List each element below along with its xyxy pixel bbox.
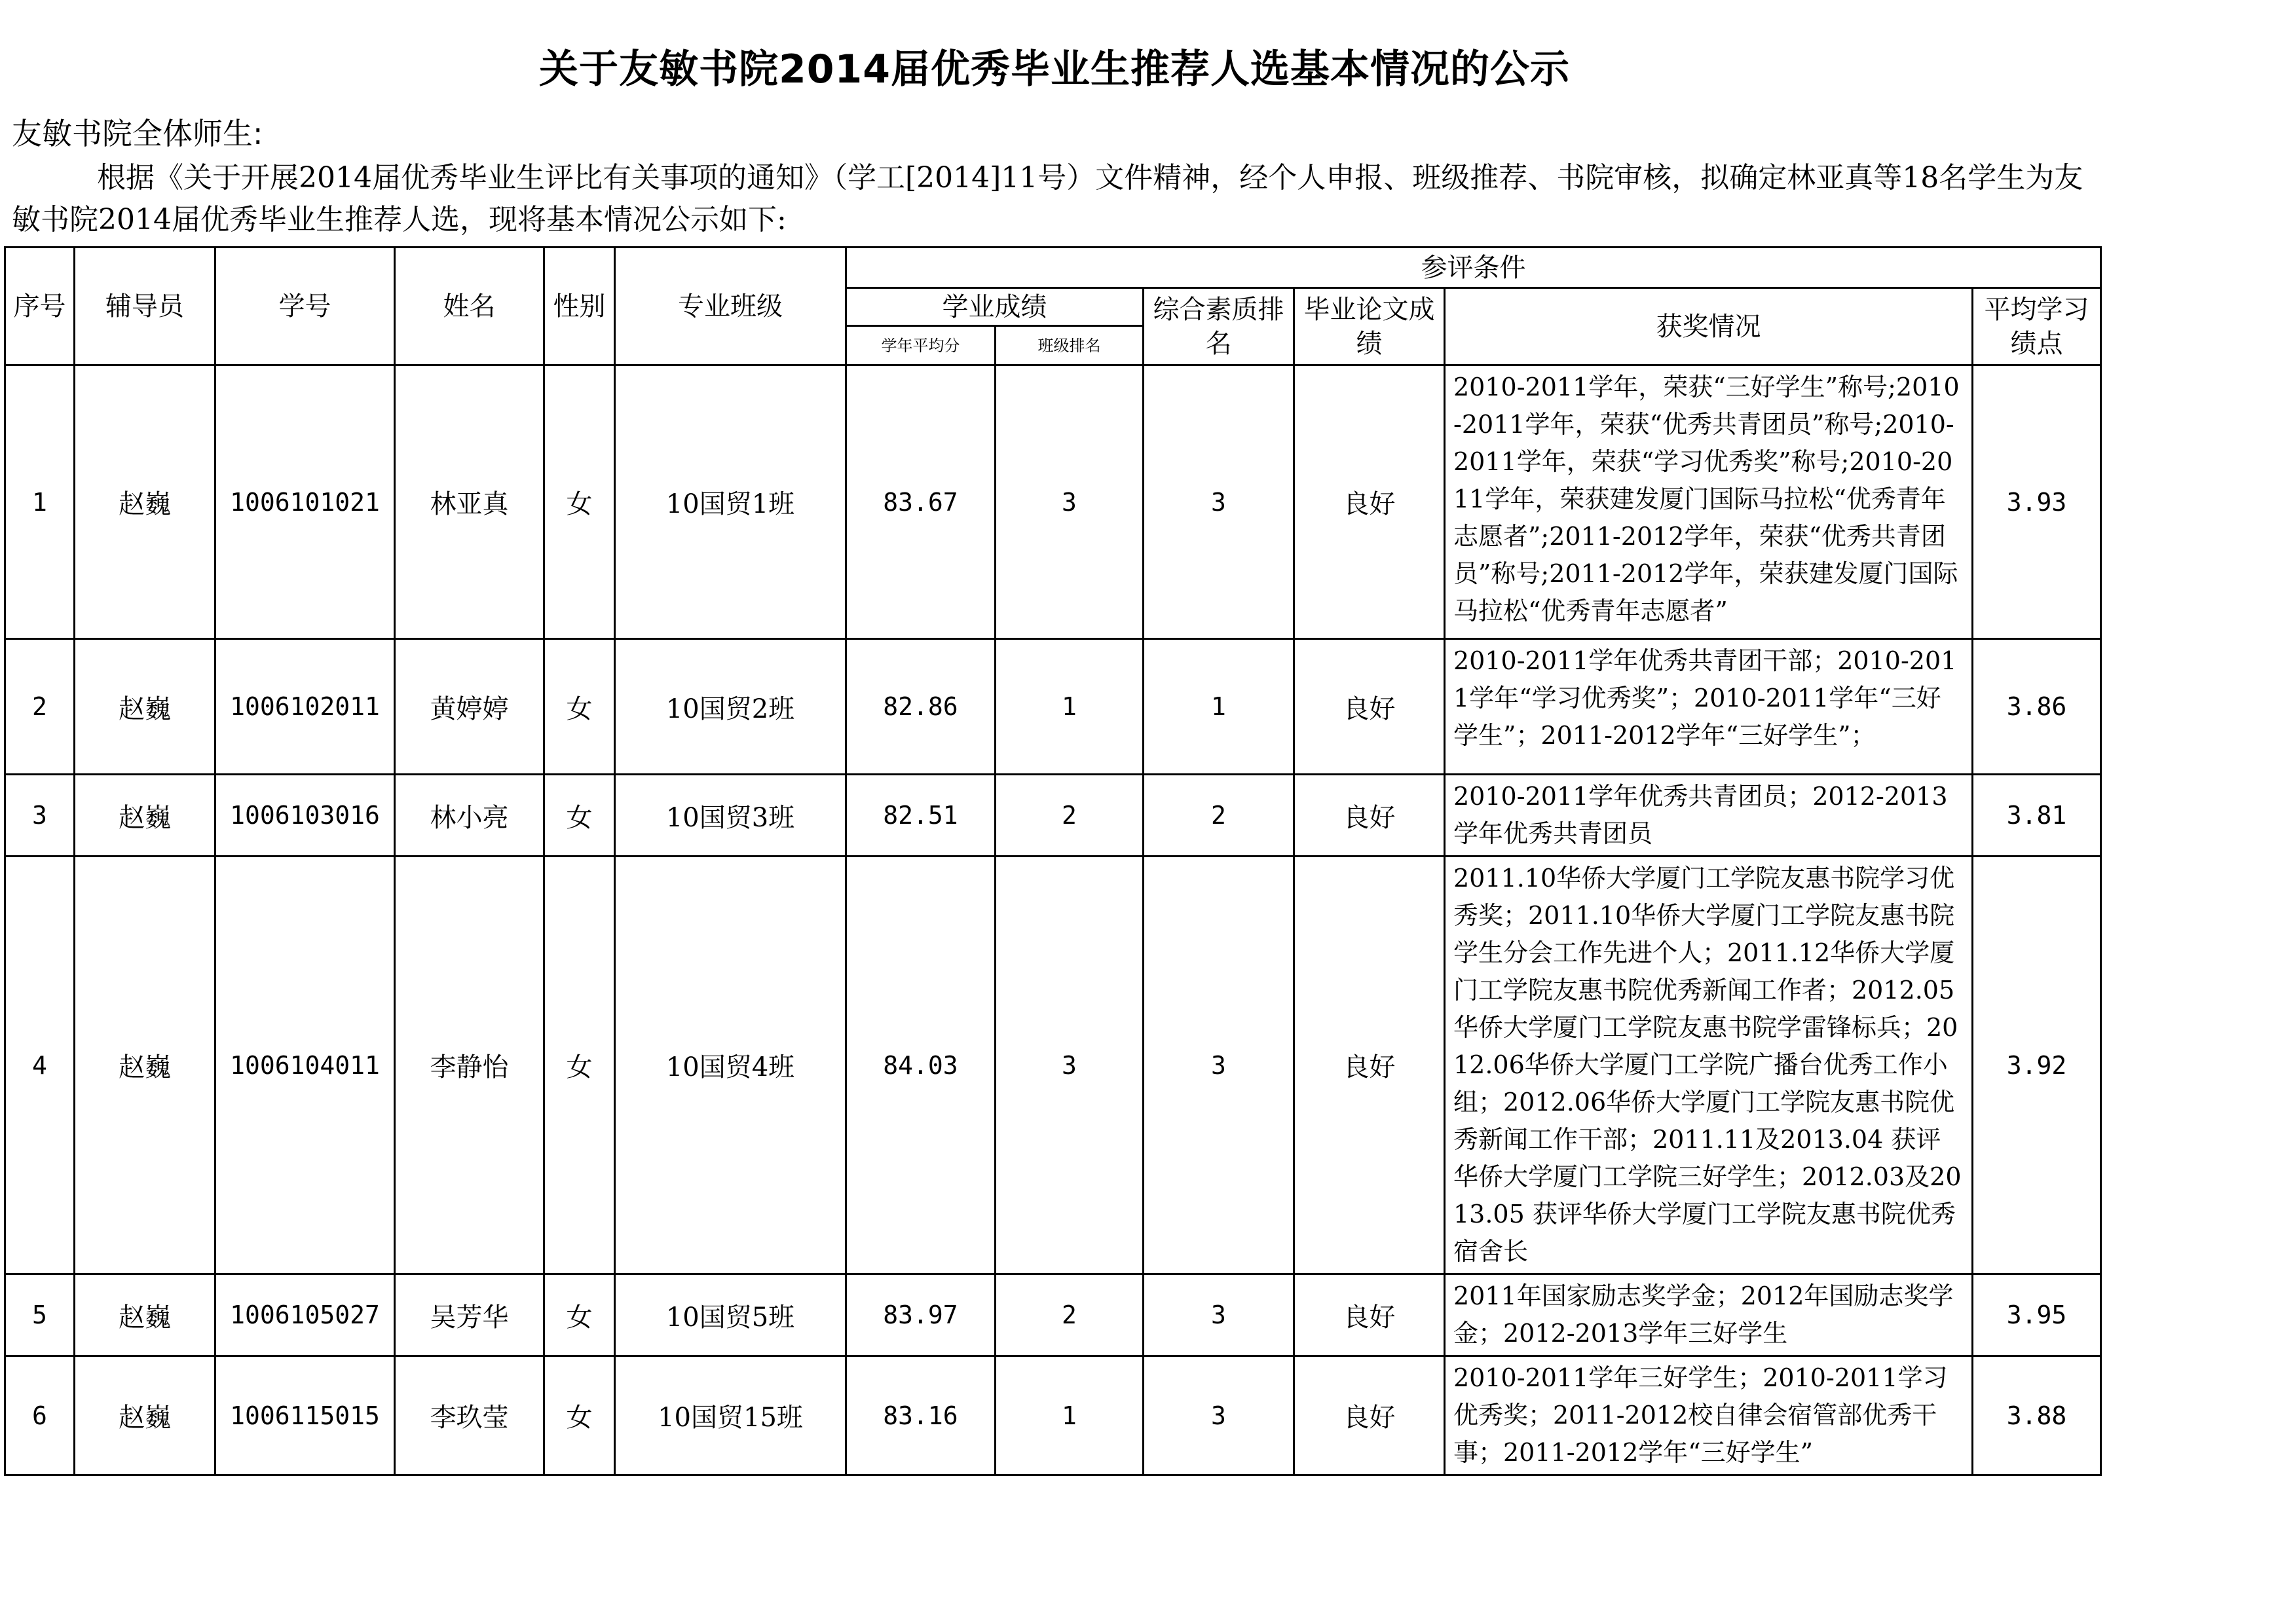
cell-thesis: 良好 <box>1294 775 1445 857</box>
intro-paragraph: 根据《关于开展2014届优秀毕业生评比有关事项的通知》（学工[2014]11号）文件精神，经个人申报、班级推荐、书院审核，拟确定林亚真等18名学生为友敏书院2014届优秀毕业生推荐人选，现将基本情况公示如下: <box>12 161 2083 236</box>
cell-student-id: 1006105027 <box>215 1274 395 1356</box>
cell-counselor: 赵巍 <box>75 775 215 857</box>
cell-gender: 女 <box>544 1356 615 1475</box>
header-quality-rank: 综合素质排名 <box>1144 288 1294 365</box>
cell-quality-rank: 1 <box>1144 639 1294 775</box>
cell-seq: 2 <box>5 639 75 775</box>
cell-thesis: 良好 <box>1294 639 1445 775</box>
header-thesis: 毕业论文成绩 <box>1294 288 1445 365</box>
cell-name: 吴芳华 <box>395 1274 544 1356</box>
cell-class-rank: 1 <box>996 639 1144 775</box>
cell-class-rank: 3 <box>996 365 1144 639</box>
header-class-rank: 班级排名 <box>996 326 1144 365</box>
cell-student-id: 1006103016 <box>215 775 395 857</box>
cell-awards: 2011.10华侨大学厦门工学院友惠书院学习优秀奖；2011.10华侨大学厦门工学院友惠书院学生分会工作先进个人；2011.12华侨大学厦门工学院友惠书院优秀新闻工作者；2012.05华侨大学厦门工学院友惠书院学雷锋标兵；2012.06华侨大学厦门工学院广播台优秀工作小组；2012.06华侨大学厦门工学院友惠书院优秀新闻工作干部；2011.11及2013.04 获评华侨大学厦门工学院三好学生；2012.03及2013.05 获评华侨大学厦门工学院友惠书院优秀宿舍长 <box>1445 857 1973 1274</box>
candidates-table <box>4 246 2102 1476</box>
header-academic: 学业成绩 <box>846 288 1144 326</box>
header-awards: 获奖情况 <box>1445 288 1973 365</box>
cell-awards: 2011年国家励志奖学金；2012年国励志奖学金；2012-2013学年三好学生 <box>1445 1274 1973 1356</box>
header-major-class: 专业班级 <box>615 248 846 365</box>
cell-gender: 女 <box>544 365 615 639</box>
cell-seq: 4 <box>5 857 75 1274</box>
cell-gpa: 3.86 <box>1973 639 2101 775</box>
table-row <box>5 775 2101 857</box>
header-student-id: 学号 <box>215 248 395 365</box>
cell-gender: 女 <box>544 775 615 857</box>
cell-seq: 1 <box>5 365 75 639</box>
table-row <box>5 639 2101 775</box>
cell-student-id: 1006104011 <box>215 857 395 1274</box>
header-name: 姓名 <box>395 248 544 365</box>
cell-quality-rank: 3 <box>1144 857 1294 1274</box>
cell-seq: 3 <box>5 775 75 857</box>
page-title: 关于友敏书院2014届优秀毕业生推荐人选基本情况的公示 <box>539 46 1570 92</box>
cell-quality-rank: 3 <box>1144 365 1294 639</box>
cell-avg-score: 83.67 <box>846 365 996 639</box>
cell-major-class: 10国贸3班 <box>615 775 846 857</box>
cell-gpa: 3.81 <box>1973 775 2101 857</box>
cell-class-rank: 1 <box>996 1356 1144 1475</box>
cell-quality-rank: 3 <box>1144 1274 1294 1356</box>
cell-name: 李玖莹 <box>395 1356 544 1475</box>
cell-thesis: 良好 <box>1294 1274 1445 1356</box>
cell-counselor: 赵巍 <box>75 857 215 1274</box>
cell-counselor: 赵巍 <box>75 1356 215 1475</box>
cell-counselor: 赵巍 <box>75 1274 215 1356</box>
cell-major-class: 10国贸2班 <box>615 639 846 775</box>
cell-class-rank: 2 <box>996 1274 1144 1356</box>
cell-avg-score: 83.16 <box>846 1356 996 1475</box>
cell-counselor: 赵巍 <box>75 365 215 639</box>
cell-name: 黄婷婷 <box>395 639 544 775</box>
header-gender: 性别 <box>544 248 615 365</box>
cell-gender: 女 <box>544 1274 615 1356</box>
cell-avg-score: 82.86 <box>846 639 996 775</box>
cell-name: 李静怡 <box>395 857 544 1274</box>
table-row <box>5 1274 2101 1356</box>
cell-thesis: 良好 <box>1294 857 1445 1274</box>
cell-thesis: 良好 <box>1294 1356 1445 1475</box>
cell-major-class: 10国贸1班 <box>615 365 846 639</box>
cell-quality-rank: 3 <box>1144 1356 1294 1475</box>
cell-awards: 2010-2011学年三好学生；2010-2011学习优秀奖；2011-2012校自律会宿管部优秀干事；2011-2012学年“三好学生” <box>1445 1356 1973 1475</box>
cell-awards: 2010-2011学年优秀共青团干部；2010-2011学年“学习优秀奖”；2010-2011学年“三好学生”；2011-2012学年“三好学生”； <box>1445 639 1973 775</box>
cell-quality-rank: 2 <box>1144 775 1294 857</box>
cell-gpa: 3.93 <box>1973 365 2101 639</box>
cell-student-id: 1006115015 <box>215 1356 395 1475</box>
cell-gpa: 3.92 <box>1973 857 2101 1274</box>
cell-seq: 6 <box>5 1356 75 1475</box>
table-row <box>5 1356 2101 1475</box>
cell-awards: 2010-2011学年，荣获“三好学生”称号;2010-2011学年，荣获“优秀共青团员”称号;2010-2011学年，荣获“学习优秀奖”称号;2010-2011学年，荣获建发厦门国际马拉松“优秀青年志愿者”;2011-2012学年，荣获“优秀共青团员”称号;2011-2012学年，荣获建发厦门国际马拉松“优秀青年志愿者” <box>1445 365 1973 639</box>
cell-name: 林小亮 <box>395 775 544 857</box>
salutation: 友敏书院全体师生: <box>12 116 263 151</box>
cell-student-id: 1006101021 <box>215 365 395 639</box>
cell-counselor: 赵巍 <box>75 639 215 775</box>
cell-class-rank: 2 <box>996 775 1144 857</box>
header-gpa: 平均学习绩点 <box>1973 288 2101 365</box>
cell-gender: 女 <box>544 857 615 1274</box>
cell-gender: 女 <box>544 639 615 775</box>
cell-major-class: 10国贸4班 <box>615 857 846 1274</box>
cell-thesis: 良好 <box>1294 365 1445 639</box>
cell-major-class: 10国贸15班 <box>615 1356 846 1475</box>
header-counselor: 辅导员 <box>75 248 215 365</box>
cell-awards: 2010-2011学年优秀共青团员；2012-2013学年优秀共青团员 <box>1445 775 1973 857</box>
cell-avg-score: 83.97 <box>846 1274 996 1356</box>
cell-seq: 5 <box>5 1274 75 1356</box>
cell-avg-score: 82.51 <box>846 775 996 857</box>
cell-avg-score: 84.03 <box>846 857 996 1274</box>
header-criteria: 参评条件 <box>846 248 2101 288</box>
header-seq: 序号 <box>5 248 75 365</box>
table-row <box>5 857 2101 1274</box>
cell-class-rank: 3 <box>996 857 1144 1274</box>
cell-student-id: 1006102011 <box>215 639 395 775</box>
cell-major-class: 10国贸5班 <box>615 1274 846 1356</box>
cell-name: 林亚真 <box>395 365 544 639</box>
table-row <box>5 365 2101 639</box>
cell-gpa: 3.88 <box>1973 1356 2101 1475</box>
header-avg-score: 学年平均分 <box>846 326 996 365</box>
cell-gpa: 3.95 <box>1973 1274 2101 1356</box>
